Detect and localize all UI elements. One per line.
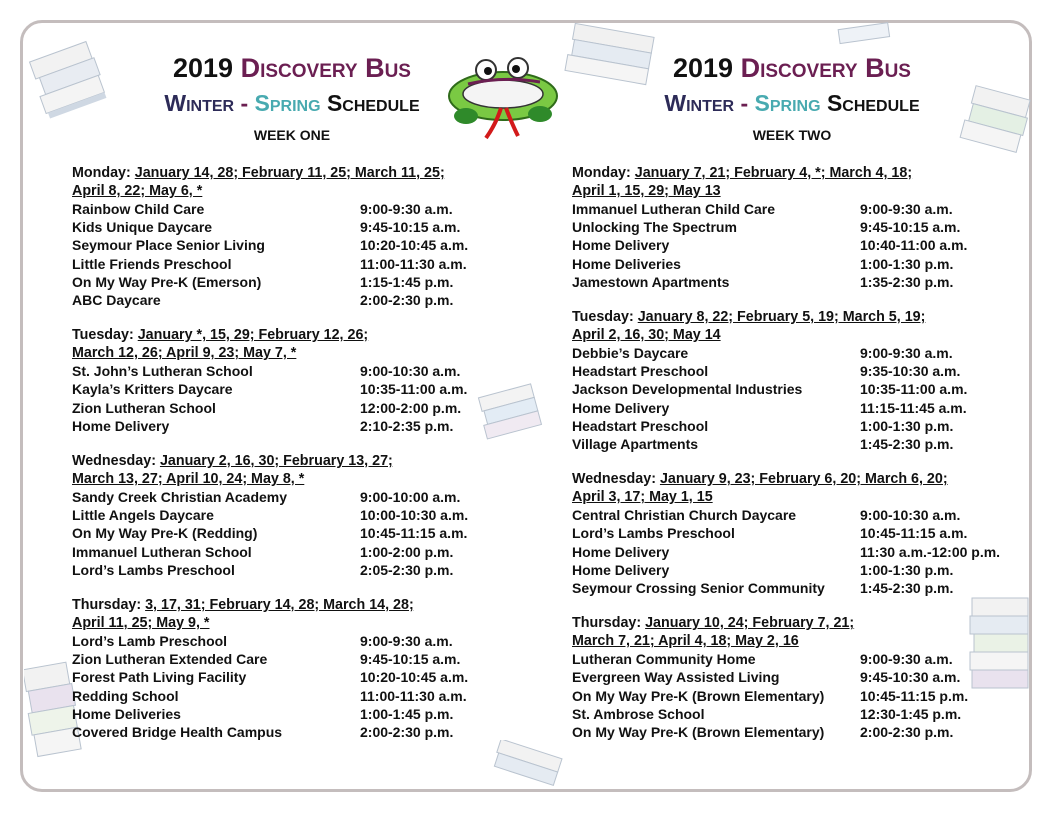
schedule-row [572,362,1022,380]
stop-time: 9:00-10:00 a.m. [360,489,461,506]
week-two-schedule [572,164,1022,758]
stop-time: 10:45-11:15 a.m. [860,525,968,542]
schedule-row [72,650,512,668]
day-dates: April 8, 22; May 6, * [72,183,203,199]
season-dash: - [240,90,249,116]
stop-name: St. Ambrose School [572,705,705,722]
day-dates: January 14, 28; February 11, 25; March 11, 25; [134,165,445,181]
season-dash: - [740,90,749,116]
schedule-row [572,650,1022,668]
day-name: Wednesday: [572,471,656,488]
schedule-row [72,705,512,723]
stop-name: Headstart Preschool [572,363,709,380]
stop-name: Jamestown Apartments [572,273,730,290]
day-header-cont [72,344,512,362]
day-dates: April 3, 17; May 1, 15 [572,489,713,506]
day-block-wednesday [572,470,1022,597]
stop-name: Little Angels Daycare [72,507,214,524]
schedule-row [72,632,512,650]
schedule-row [72,668,512,686]
stop-name: Home Delivery [572,399,670,416]
day-header [72,596,512,614]
schedule-row [572,579,1022,597]
stop-name: Rainbow Child Care [72,201,205,217]
stop-name: Lord’s Lamb Preschool [72,633,228,650]
day-header-cont [572,326,1022,344]
stop-time: 1:35-2:30 p.m. [860,273,954,290]
book-stack-icon [28,30,108,130]
day-dates: 3, 17, 31; February 14, 28; March 14, 28; [145,597,414,614]
stop-time: 1:45-2:30 p.m. [860,436,954,453]
stop-name: ABC Daycare [72,292,161,309]
schedule-row [572,506,1022,524]
stop-time: 12:30-1:45 p.m. [860,705,962,722]
stop-name: Home Deliveries [572,255,681,272]
schedule-row [572,255,1022,273]
stop-time: 9:45-10:15 a.m. [860,219,961,236]
schedule-row [72,417,512,435]
year: 2019 [173,53,234,83]
stop-time: 1:00-1:30 p.m. [860,255,954,272]
stop-time: 9:00-9:30 a.m. [360,201,453,217]
day-block-thursday [72,596,512,741]
schedule-row [72,200,512,218]
schedule-row [572,273,1022,291]
day-name: Tuesday: [572,309,634,326]
week-two-header [612,52,972,144]
schedule-row [572,687,1022,705]
stop-time: 2:10-2:35 p.m. [360,417,454,434]
day-header [72,326,512,344]
season-spring: Spring [254,90,321,116]
schedule-row [72,273,512,291]
schedule-row [572,200,1022,218]
stop-name: Lord’s Lambs Preschool [572,525,735,542]
stop-time: 9:00-9:30 a.m. [860,201,953,217]
schedule-row [72,255,512,273]
stop-name: Central Christian Church Daycare [572,507,797,524]
stop-name: Home Delivery [572,543,670,560]
day-block-wednesday [72,452,512,579]
day-header-cont [72,182,512,200]
stop-name: Covered Bridge Health Campus [72,724,283,741]
day-header [572,470,1022,488]
schedule-row [572,561,1022,579]
stop-time: 1:00-1:30 p.m. [860,417,954,434]
day-dates: March 12, 26; April 9, 23; May 7, * [72,345,297,362]
stop-time: 9:00-9:30 a.m. [860,651,953,668]
week-two-title-line1 [612,52,972,84]
schedule-row [572,723,1022,741]
stop-name: Forest Path Living Facility [72,669,247,686]
day-header-cont [72,614,512,632]
schedule-row [72,362,512,380]
stop-name: Seymour Crossing Senior Community [572,580,825,597]
schedule-row [572,524,1022,542]
day-header [72,452,512,470]
day-dates: March 13, 27; April 10, 24; May 8, * [72,471,305,488]
day-name: Thursday: [572,615,642,632]
day-name: Wednesday: [72,453,156,470]
stop-name: Kayla’s Kritters Daycare [72,381,233,398]
day-dates: January 7, 21; February 4, *; March 4, 18; [634,165,913,181]
day-header [572,614,1022,632]
stop-time: 2:00-2:30 p.m. [360,724,454,741]
stop-name: St. John’s Lutheran School [72,363,253,380]
stop-name: Evergreen Way Assisted Living [572,669,780,686]
day-dates: January 8, 22; February 5, 19; March 5, 19; [637,309,926,326]
day-dates: January 10, 24; February 7, 21; [645,615,855,632]
stop-time: 10:40-11:00 a.m. [860,237,968,254]
day-header-cont [572,182,1022,200]
week-two-title-line2 [612,88,972,118]
stop-name: Lord’s Lambs Preschool [72,561,235,578]
schedule-row [72,687,512,705]
stop-name: On My Way Pre-K (Redding) [72,525,258,542]
stop-time: 11:15-11:45 a.m. [860,399,967,416]
year: 2019 [673,53,734,83]
stop-name: On My Way Pre-K (Emerson) [72,273,262,290]
week-label: WEEK TWO [752,127,832,143]
stop-name: Jackson Developmental Industries [572,381,803,398]
stop-name: Unlocking The Spectrum [572,219,737,236]
week-one-schedule [72,164,512,758]
stop-time: 10:45-11:15 p.m. [860,687,969,704]
schedule-row [72,218,512,236]
stop-name: Sandy Creek Christian Academy [72,489,288,506]
brand-name: Discovery Bus [240,53,411,83]
day-header [72,164,512,182]
stop-time: 9:00-9:30 a.m. [360,633,453,650]
day-header-cont [572,632,1022,650]
stop-name: Lutheran Community Home [572,651,756,668]
stop-time: 9:45-10:15 a.m. [360,219,461,236]
stop-time: 2:00-2:30 p.m. [360,292,454,309]
stop-name: On My Way Pre-K (Brown Elementary) [572,724,825,741]
stop-name: Immanuel Lutheran School [72,543,252,560]
stop-time: 10:35-11:00 a.m. [860,381,968,398]
schedule-row [72,488,512,506]
stop-time: 9:35-10:30 a.m. [860,363,961,380]
schedule-word: Schedule [326,90,420,116]
schedule-row [572,435,1022,453]
day-header [572,164,1022,182]
stop-name: Little Friends Preschool [72,255,232,272]
day-block-thursday [572,614,1022,741]
stop-name: Village Apartments [572,436,699,453]
season-spring: Spring [754,90,821,116]
book-stack-icon [835,22,895,46]
schedule-row [72,291,512,309]
day-header-cont [572,488,1022,506]
schedule-row [572,399,1022,417]
schedule-row [572,543,1022,561]
stop-time: 2:05-2:30 p.m. [360,561,454,578]
stop-time: 12:00-2:00 p.m. [360,399,462,416]
schedule-word: Schedule [826,90,920,116]
day-dates: January 2, 16, 30; February 13, 27; [159,453,393,470]
schedule-row [572,668,1022,686]
stop-time: 10:20-10:45 a.m. [360,237,469,254]
stop-time: 1:00-2:00 p.m. [360,543,454,560]
stop-time: 9:00-10:30 a.m. [860,507,961,524]
stop-time: 11:30 a.m.-12:00 p.m. [860,543,1001,560]
stop-name: Home Delivery [572,237,670,254]
day-name: Tuesday: [72,327,134,344]
stop-time: 11:00-11:30 a.m. [360,687,467,704]
season-winter: Winter [664,90,735,116]
day-dates: January *, 15, 29; February 12, 26; [137,327,369,344]
day-name: Monday: [72,165,131,181]
day-block-monday [72,164,512,309]
stop-time: 9:45-10:30 a.m. [860,669,961,686]
day-name: Monday: [572,165,631,181]
stop-time: 9:00-10:30 a.m. [360,363,461,380]
stop-name: Home Deliveries [72,705,181,722]
schedule-row [572,236,1022,254]
stop-name: Debbie’s Daycare [572,345,689,362]
stop-time: 9:45-10:15 a.m. [360,651,461,668]
stop-time: 10:00-10:30 a.m. [360,507,469,524]
stop-name: Redding School [72,687,179,704]
stop-time: 10:20-10:45 a.m. [360,669,469,686]
schedule-row [72,236,512,254]
stop-name: Headstart Preschool [572,417,709,434]
stop-name: Seymour Place Senior Living [72,237,265,254]
stop-name: Zion Lutheran Extended Care [72,651,268,668]
stop-name: Home Delivery [572,561,670,578]
schedule-row [572,380,1022,398]
day-dates: March 7, 21; April 4, 18; May 2, 16 [572,633,799,650]
week-one-title-line2 [112,88,472,118]
day-block-tuesday [72,326,512,435]
day-block-tuesday [572,308,1022,453]
day-header-cont [72,470,512,488]
day-dates: January 9, 23; February 6, 20; March 6, 20; [659,471,948,488]
schedule-row [572,218,1022,236]
day-dates: April 11, 25; May 9, * [72,615,210,632]
schedule-row [72,380,512,398]
schedule-row [72,723,512,741]
schedule-row [72,399,512,417]
stop-time: 10:45-11:15 a.m. [360,525,468,542]
brand-name: Discovery Bus [740,53,911,83]
stop-time: 11:00-11:30 a.m. [360,255,467,272]
day-block-monday [572,164,1022,291]
stop-time: 10:35-11:00 a.m. [360,381,468,398]
week-label: WEEK ONE [253,127,331,143]
schedule-row [72,506,512,524]
schedule-row [72,524,512,542]
stop-name: On My Way Pre-K (Brown Elementary) [572,687,825,704]
stop-time: 1:00-1:45 p.m. [360,705,454,722]
stop-time: 2:00-2:30 p.m. [860,724,954,741]
schedule-row [72,543,512,561]
week-one-title-line1 [112,52,472,84]
stop-name: Zion Lutheran School [72,399,216,416]
schedule-row [572,344,1022,362]
stop-time: 9:00-9:30 a.m. [860,345,953,362]
stop-time: 1:45-2:30 p.m. [860,580,954,597]
week-one-header [112,52,472,144]
schedule-row [572,417,1022,435]
schedule-row [572,705,1022,723]
stop-time: 1:00-1:30 p.m. [860,561,954,578]
day-name: Thursday: [72,597,142,614]
stop-name: Home Delivery [72,417,170,434]
stop-time: 1:15-1:45 p.m. [360,273,454,290]
day-dates: April 2, 16, 30; May 14 [572,327,721,344]
day-header [572,308,1022,326]
stop-name: Immanuel Lutheran Child Care [572,201,776,217]
season-winter: Winter [164,90,235,116]
day-dates: April 1, 15, 29; May 13 [572,183,721,199]
stop-name: Kids Unique Daycare [72,219,213,236]
schedule-row [72,561,512,579]
